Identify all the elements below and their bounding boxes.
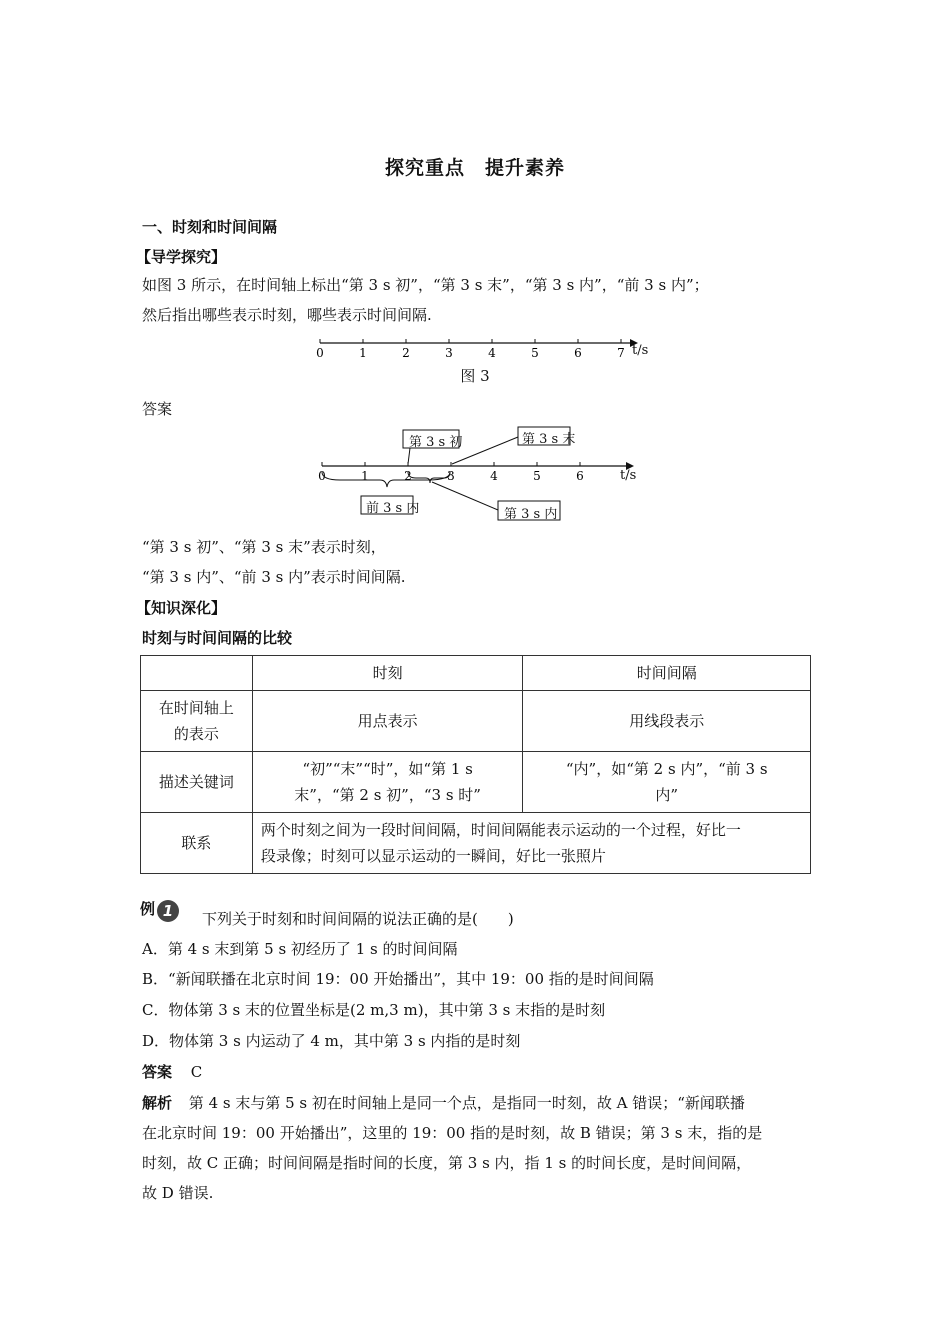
axis-tick-label: 6: [576, 469, 584, 483]
row3-text: [252, 813, 810, 874]
answer-diagram: [300, 420, 660, 525]
answer-axis-unit: t/s: [620, 468, 637, 483]
label-end-3s: 第 3 s 末: [522, 432, 576, 447]
header-interval: 时间间隔: [523, 656, 811, 691]
example-answer-value: C: [190, 1063, 203, 1081]
row3-text-a: 两个时刻之间为一段时间间隔，时间间隔能表示运动的一个过程，好比一: [260, 821, 741, 839]
axis-tick-label: 3: [445, 346, 453, 360]
analysis-block: [142, 1088, 814, 1208]
pointer-within: [432, 482, 498, 510]
row2-interval-b: 内”: [655, 786, 679, 804]
label-first3: 前 3 s 内: [366, 501, 420, 516]
row1-interval: 用线段表示: [523, 691, 811, 752]
option-b: B．“新闻联播在北京时间 19：00 开始播出”，其中 19：00 指的是时间间隔: [142, 970, 654, 988]
knowledge-tag: 【知识深化】: [136, 599, 227, 617]
row3-label: 联系: [141, 813, 253, 874]
guide-tag: 【导学探究】: [136, 248, 227, 266]
axis-tick-label: 1: [361, 469, 369, 483]
row1-label-a: 在时间轴上: [158, 699, 234, 717]
row2-moment-a: “初”“末”“时”，如“第 1 s: [302, 760, 473, 778]
answer-line2: “第 3 s 内”、“前 3 s 内”表示时间间隔.: [142, 568, 406, 586]
row1-moment: 用点表示: [252, 691, 523, 752]
axis-tick-label: 2: [404, 469, 412, 483]
label-within-3s: 第 3 s 内: [504, 507, 558, 522]
table-row: [141, 752, 811, 813]
row2-moment: [252, 752, 523, 813]
axis-tick-label: 0: [316, 346, 324, 360]
row1-label-b: 的表示: [173, 725, 219, 743]
table-title: 时刻与时间间隔的比较: [142, 629, 293, 647]
example-number-icon: 1: [157, 900, 179, 922]
axis-tick-label: 4: [490, 469, 498, 483]
analysis-line3: 时刻，故 C 正确；时间间隔是指时间的长度，第 3 s 内，指 1 s 的时间长度，是时间间隔，: [142, 1154, 752, 1172]
page-title: 探究重点 提升素养: [384, 157, 565, 179]
axis-tick-label: 7: [617, 346, 625, 360]
row2-label: 描述关键词: [141, 752, 253, 813]
row3-text-b: 段录像；时刻可以显示运动的一瞬间，好比一张照片: [260, 847, 606, 865]
figure-caption: 图 3: [460, 367, 490, 385]
axis-tick-label: 4: [488, 346, 496, 360]
option-d: D．物体第 3 s 内运动了 4 m，其中第 3 s 内指的是时刻: [142, 1032, 521, 1050]
option-a: A．第 4 s 末到第 5 s 初经历了 1 s 的时间间隔: [142, 940, 458, 958]
answer-line1: “第 3 s 初”、“第 3 s 末”表示时刻，: [142, 538, 386, 556]
example-answer-label: 答案: [142, 1063, 173, 1081]
axis-tick-label: 5: [531, 346, 539, 360]
example-badge: [140, 898, 179, 922]
row2-moment-b: 末”，“第 2 s 初”，“3 s 时”: [294, 786, 481, 804]
axis-tick-label: 6: [574, 346, 582, 360]
analysis-line4: 故 D 错误.: [142, 1184, 214, 1202]
answer-label: 答案: [142, 400, 173, 418]
analysis-line2: 在北京时间 19：00 开始播出”，这里的 19：00 指的是时刻，故 B 错误；第 3 s 末，指的是: [142, 1124, 763, 1142]
option-c: C．物体第 3 s 末的位置坐标是(2 m,3 m)，其中第 3 s 末指的是时刻: [142, 1001, 606, 1019]
row2-interval-a: “内”，如“第 2 s 内”，“前 3 s: [565, 760, 768, 778]
table-row: [141, 691, 811, 752]
example-answer: [142, 1057, 202, 1087]
table-header-row: [141, 656, 811, 691]
example-label: 例: [140, 900, 156, 918]
table-corner-cell: [141, 656, 253, 691]
row2-interval: [523, 752, 811, 813]
axis-unit: t/s: [632, 343, 649, 358]
axis-tick-label: 1: [359, 346, 367, 360]
table-row: [141, 813, 811, 874]
figure3-time-axis: [300, 332, 650, 362]
axis-tick-label: 5: [533, 469, 541, 483]
comparison-table: [140, 655, 811, 874]
pointer-start: [408, 448, 410, 464]
axis-tick-label: 2: [402, 346, 410, 360]
header-moment: 时刻: [252, 656, 523, 691]
axis-tick-label: 0: [318, 469, 326, 483]
row1-label: [141, 691, 253, 752]
label-start-3s: 第 3 s 初: [409, 435, 463, 450]
guide-question-line2: 然后指出哪些表示时刻，哪些表示时间间隔.: [142, 306, 432, 324]
guide-question-line1: 如图 3 所示，在时间轴上标出“第 3 s 初”，“第 3 s 末”，“第 3 s 内”，“前 3 s 内”；: [142, 276, 709, 294]
analysis-line1: 第 4 s 末与第 5 s 初在时间轴上是同一个点，是指同一时刻，故 A 错误；“新闻联播: [188, 1094, 745, 1112]
example-question: 下列关于时刻和时间间隔的说法正确的是( ): [202, 910, 514, 928]
section-heading: 一、时刻和时间间隔: [142, 218, 278, 236]
brace-third: [408, 472, 450, 483]
analysis-label: 解析: [142, 1094, 173, 1112]
axis-tick-label: 3: [447, 469, 455, 483]
